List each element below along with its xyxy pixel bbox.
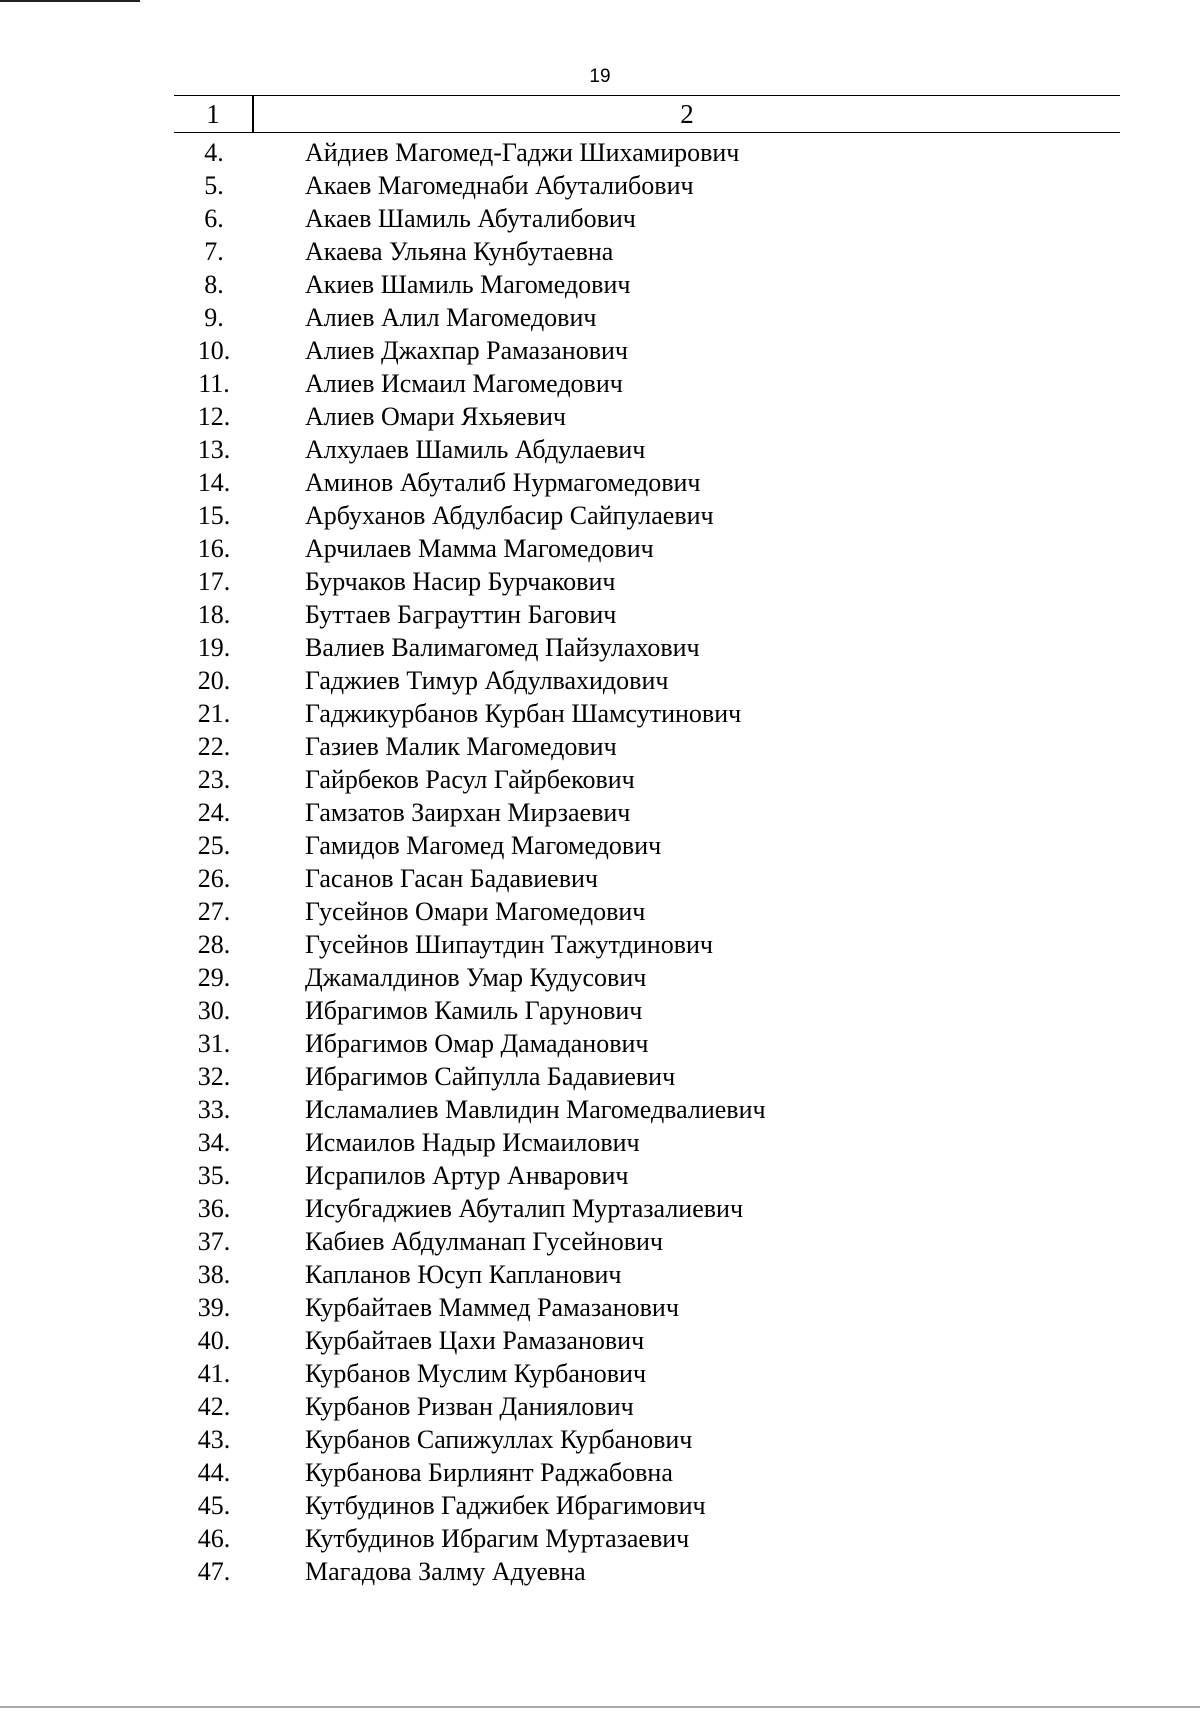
person-name: Гамзатов Заирхан Мирзаевич — [305, 798, 631, 827]
row-number: 14. — [197, 468, 231, 497]
table-row — [174, 1126, 1120, 1159]
person-name: Аминов Абуталиб Нурмагомедович — [305, 468, 701, 497]
row-number: 28. — [197, 930, 231, 959]
person-name: Исламалиев Мавлидин Магомедвалиевич — [305, 1095, 766, 1124]
row-number: 31. — [197, 1029, 231, 1058]
person-name: Валиев Валимагомед Пайзулахович — [305, 633, 700, 662]
row-number: 38. — [197, 1260, 231, 1289]
person-name: Кабиев Абдулманап Гусейнович — [305, 1227, 663, 1256]
table-row — [174, 499, 1120, 532]
table-row — [174, 1423, 1120, 1456]
row-number: 40. — [197, 1326, 231, 1355]
row-number: 43. — [197, 1425, 231, 1454]
row-number: 20. — [197, 666, 231, 695]
table-row — [174, 763, 1120, 796]
row-number: 47. — [197, 1557, 231, 1586]
table-row — [174, 829, 1120, 862]
person-name: Гайрбеков Расул Гайрбекович — [305, 765, 635, 794]
table-row — [174, 334, 1120, 367]
row-number: 11. — [198, 369, 230, 398]
row-number: 46. — [197, 1524, 231, 1553]
person-name: Алиев Омари Яхьяевич — [305, 402, 566, 431]
person-name: Алиев Исмаил Магомедович — [305, 369, 623, 398]
row-number: 39. — [197, 1293, 231, 1322]
row-number: 34. — [197, 1128, 231, 1157]
table-row — [174, 895, 1120, 928]
person-name: Магадова Залму Адуевна — [305, 1557, 586, 1586]
row-number: 35. — [197, 1161, 231, 1190]
person-name: Алиев Алил Магомедович — [305, 303, 597, 332]
person-name: Курбанова Бирлиянт Раджабовна — [305, 1458, 673, 1487]
table-row — [174, 1060, 1120, 1093]
person-name: Алхулаев Шамиль Абдулаевич — [305, 435, 646, 464]
row-number: 24. — [197, 798, 231, 827]
row-number: 25. — [197, 831, 231, 860]
person-name: Гамидов Магомед Магомедович — [305, 831, 662, 860]
row-number: 30. — [197, 996, 231, 1025]
person-name: Акаева Ульяна Кунбутаевна — [305, 237, 614, 266]
person-name: Курбанов Ризван Даниялович — [305, 1392, 634, 1421]
table-row — [174, 1192, 1120, 1225]
person-name: Бурчаков Насир Бурчакович — [305, 567, 616, 596]
table-row — [174, 631, 1120, 664]
table-row — [174, 202, 1120, 235]
row-number: 19. — [197, 633, 231, 662]
table-row — [174, 169, 1120, 202]
page-number: 19 — [589, 66, 611, 87]
person-name: Айдиев Магомед-Гаджи Шихамирович — [305, 138, 740, 167]
person-name: Исубгаджиев Абуталип Муртазалиевич — [305, 1194, 744, 1223]
row-number: 44. — [197, 1458, 231, 1487]
table-header-col2: 2 — [680, 99, 694, 129]
table-row — [174, 1225, 1120, 1258]
row-number: 29. — [197, 963, 231, 992]
row-number: 6. — [204, 204, 224, 233]
table-row — [174, 1456, 1120, 1489]
table-header-col1: 1 — [174, 96, 254, 132]
table-row — [174, 697, 1120, 730]
row-number: 12. — [197, 402, 231, 431]
row-number: 18. — [197, 600, 231, 629]
person-name: Арбуханов Абдулбасир Сайпулаевич — [305, 501, 714, 530]
row-number: 5. — [204, 171, 224, 200]
table-row — [174, 961, 1120, 994]
row-number: 9. — [204, 303, 224, 332]
scan-edge-top — [0, 0, 140, 2]
person-name: Курбанов Муслим Курбанович — [305, 1359, 647, 1388]
person-name: Акаев Магомеднаби Абуталибович — [305, 171, 694, 200]
table-row — [174, 301, 1120, 334]
row-number: 15. — [197, 501, 231, 530]
person-name: Акиев Шамиль Магомедович — [305, 270, 631, 299]
table-header — [174, 95, 1120, 133]
table-row — [174, 268, 1120, 301]
table-row — [174, 136, 1120, 169]
person-name: Гаджиев Тимур Абдулвахидович — [305, 666, 669, 695]
row-number: 42. — [197, 1392, 231, 1421]
table-row — [174, 598, 1120, 631]
person-name: Ибрагимов Камиль Гарунович — [305, 996, 643, 1025]
person-name: Гаджикурбанов Курбан Шамсутинович — [305, 699, 742, 728]
row-number: 10. — [197, 336, 231, 365]
row-number: 45. — [197, 1491, 231, 1520]
person-name: Газиев Малик Магомедович — [305, 732, 617, 761]
person-name: Исрапилов Артур Анварович — [305, 1161, 629, 1190]
person-name: Курбайтаев Цахи Рамазанович — [305, 1326, 645, 1355]
table-row — [174, 466, 1120, 499]
person-name: Буттаев Баграуттин Багович — [305, 600, 617, 629]
table-row — [174, 664, 1120, 697]
person-name: Алиев Джахпар Рамазанович — [305, 336, 628, 365]
table-row — [174, 1555, 1120, 1588]
table-row — [174, 1489, 1120, 1522]
table-row — [174, 1258, 1120, 1291]
person-name: Гусейнов Шипаутдин Тажутдинович — [305, 930, 713, 959]
table-row — [174, 235, 1120, 268]
table-row — [174, 367, 1120, 400]
row-number: 36. — [197, 1194, 231, 1223]
row-number: 4. — [204, 138, 224, 167]
person-name: Ибрагимов Омар Дамаданович — [305, 1029, 649, 1058]
table-row — [174, 532, 1120, 565]
row-number: 32. — [197, 1062, 231, 1091]
table-row — [174, 1357, 1120, 1390]
table-row — [174, 1390, 1120, 1423]
person-name: Капланов Юсуп Капланович — [305, 1260, 622, 1289]
person-name: Курбанов Сапижуллах Курбанович — [305, 1425, 693, 1454]
scan-edge-bottom — [0, 1706, 1200, 1708]
row-number: 7. — [204, 237, 224, 266]
row-number: 23. — [197, 765, 231, 794]
row-number: 16. — [197, 534, 231, 563]
table-row — [174, 1093, 1120, 1126]
person-name: Исмаилов Надыр Исмаилович — [305, 1128, 640, 1157]
row-number: 27. — [197, 897, 231, 926]
person-name: Курбайтаев Маммед Рамазанович — [305, 1293, 679, 1322]
name-list — [174, 136, 1120, 1588]
row-number: 41. — [197, 1359, 231, 1388]
row-number: 26. — [197, 864, 231, 893]
table-row — [174, 796, 1120, 829]
row-number: 22. — [197, 732, 231, 761]
table-row — [174, 1291, 1120, 1324]
person-name: Арчилаев Мамма Магомедович — [305, 534, 654, 563]
row-number: 8. — [204, 270, 224, 299]
person-name: Ибрагимов Сайпулла Бадавиевич — [305, 1062, 676, 1091]
table-row — [174, 862, 1120, 895]
person-name: Акаев Шамиль Абуталибович — [305, 204, 636, 233]
person-name: Гусейнов Омари Магомедович — [305, 897, 646, 926]
table-row — [174, 1522, 1120, 1555]
row-number: 17. — [197, 567, 231, 596]
row-number: 21. — [197, 699, 231, 728]
row-number: 37. — [197, 1227, 231, 1256]
person-name: Джамалдинов Умар Кудусович — [305, 963, 647, 992]
row-number: 33. — [197, 1095, 231, 1124]
table-row — [174, 1159, 1120, 1192]
table-row — [174, 565, 1120, 598]
row-number: 13. — [197, 435, 231, 464]
person-name: Кутбудинов Гаджибек Ибрагимович — [305, 1491, 706, 1520]
person-name: Гасанов Гасан Бадавиевич — [305, 864, 598, 893]
table-row — [174, 994, 1120, 1027]
table-row — [174, 400, 1120, 433]
table-row — [174, 1027, 1120, 1060]
table-row — [174, 928, 1120, 961]
table-row — [174, 730, 1120, 763]
table-row — [174, 1324, 1120, 1357]
person-name: Кутбудинов Ибрагим Муртазаевич — [305, 1524, 690, 1553]
table-row — [174, 433, 1120, 466]
